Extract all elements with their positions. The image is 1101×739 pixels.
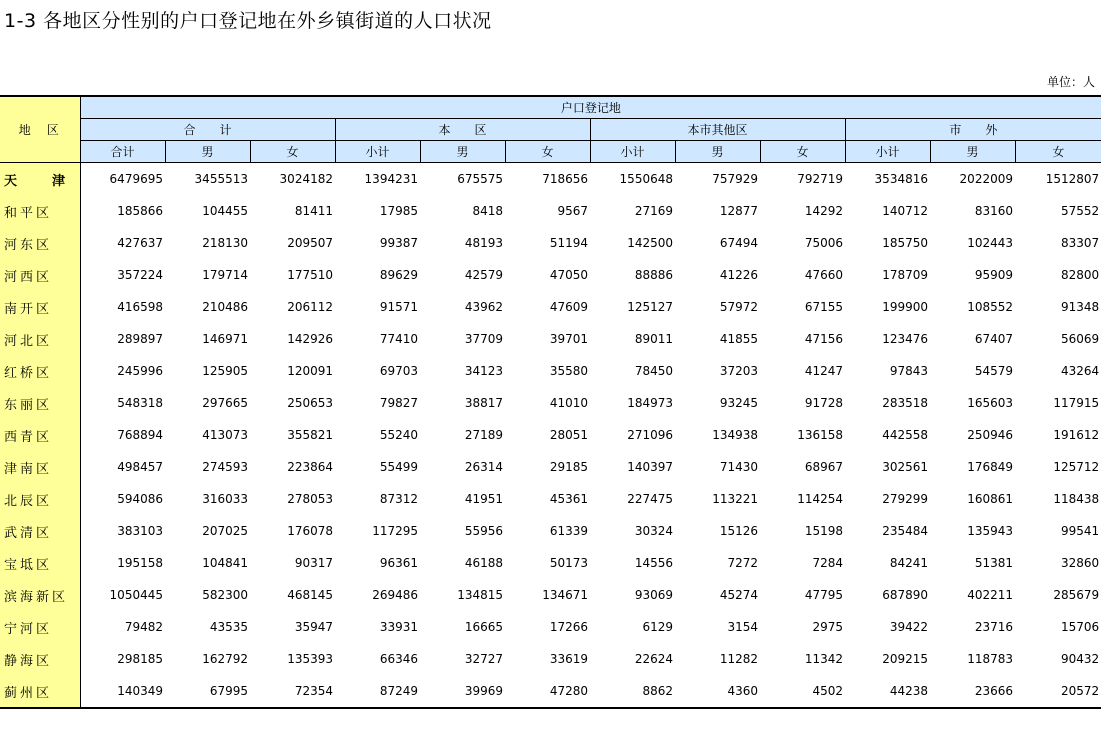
value-cell: 91728 xyxy=(804,396,843,410)
table-row xyxy=(0,291,1101,323)
value-cell: 39422 xyxy=(889,620,928,634)
value-cell: 79827 xyxy=(379,396,418,410)
value-cell: 93245 xyxy=(719,396,758,410)
table-row xyxy=(0,387,1101,419)
value-cell: 20572 xyxy=(1015,675,1101,708)
value-cell: 41010 xyxy=(549,396,588,410)
value-cell: 104841 xyxy=(202,556,248,570)
value-cell: 78450 xyxy=(634,364,673,378)
value-cell: 113221 xyxy=(712,492,758,506)
value-cell: 134938 xyxy=(712,428,758,442)
value-cell: 55240 xyxy=(379,428,418,442)
value-cell: 93069 xyxy=(634,588,673,602)
value-cell: 427637 xyxy=(117,236,163,250)
region-name: 河西区 xyxy=(0,259,80,291)
value-cell: 102443 xyxy=(967,236,1013,250)
region-name: 河东区 xyxy=(0,227,80,259)
value-cell: 594086 xyxy=(117,492,163,506)
value-cell: 302561 xyxy=(882,460,928,474)
value-cell: 142500 xyxy=(627,236,673,250)
subheader-cell: 女 xyxy=(1015,141,1101,163)
value-cell: 468145 xyxy=(287,588,333,602)
value-cell: 3534816 xyxy=(874,172,928,186)
value-cell: 41247 xyxy=(804,364,843,378)
value-cell: 223864 xyxy=(287,460,333,474)
value-cell: 1512807 xyxy=(1045,172,1100,186)
value-cell: 96361 xyxy=(379,556,418,570)
region-name: 河北区 xyxy=(0,323,80,355)
value-cell: 23666 xyxy=(930,675,1015,708)
value-cell: 91571 xyxy=(379,300,418,314)
value-cell: 442558 xyxy=(882,428,928,442)
value-cell: 33619 xyxy=(549,652,588,666)
value-cell: 90317 xyxy=(294,556,333,570)
value-cell: 71430 xyxy=(719,460,758,474)
value-cell: 210486 xyxy=(202,300,248,314)
region-name: 宁河区 xyxy=(0,611,80,643)
value-cell: 43535 xyxy=(209,620,248,634)
value-cell: 67494 xyxy=(719,236,758,250)
value-cell: 44238 xyxy=(845,675,930,708)
value-cell: 3154 xyxy=(727,620,758,634)
value-cell: 67155 xyxy=(804,300,843,314)
value-cell: 68967 xyxy=(804,460,843,474)
value-cell: 32727 xyxy=(464,652,503,666)
table-row xyxy=(0,195,1101,227)
unit-label: 单位：人 xyxy=(1046,75,1095,89)
value-cell: 687890 xyxy=(882,588,928,602)
value-cell: 184973 xyxy=(627,396,673,410)
value-cell: 37203 xyxy=(719,364,758,378)
value-cell: 4502 xyxy=(760,675,845,708)
subheader-cell: 男 xyxy=(420,141,505,163)
value-cell: 83160 xyxy=(974,204,1013,218)
value-cell: 89011 xyxy=(634,332,673,346)
region-name: 静海区 xyxy=(0,643,80,675)
value-cell: 42579 xyxy=(464,268,503,282)
value-cell: 675575 xyxy=(457,172,503,186)
value-cell: 61339 xyxy=(549,524,588,538)
value-cell: 87249 xyxy=(335,675,420,708)
value-cell: 79482 xyxy=(124,620,163,634)
value-cell: 46188 xyxy=(464,556,503,570)
table-row xyxy=(0,227,1101,259)
subheader-cell: 小计 xyxy=(845,141,930,163)
value-cell: 218130 xyxy=(202,236,248,250)
value-cell: 498457 xyxy=(117,460,163,474)
value-cell: 199900 xyxy=(882,300,928,314)
table-row xyxy=(0,451,1101,483)
value-cell: 84241 xyxy=(889,556,928,570)
value-cell: 207025 xyxy=(202,524,248,538)
value-cell: 185750 xyxy=(882,236,928,250)
value-cell: 55956 xyxy=(464,524,503,538)
value-cell: 3024182 xyxy=(279,172,333,186)
value-cell: 298185 xyxy=(117,652,163,666)
table-row xyxy=(0,259,1101,291)
value-cell: 402211 xyxy=(967,588,1013,602)
value-cell: 15126 xyxy=(719,524,758,538)
value-cell: 162792 xyxy=(202,652,248,666)
value-cell: 185866 xyxy=(117,204,163,218)
subheader-cell: 女 xyxy=(250,141,335,163)
value-cell: 140712 xyxy=(882,204,928,218)
value-cell: 125712 xyxy=(1053,460,1100,474)
table-row-total xyxy=(0,163,1101,196)
region-name: 蓟州区 xyxy=(0,675,80,708)
value-cell: 41226 xyxy=(719,268,758,282)
value-cell: 142926 xyxy=(287,332,333,346)
value-cell: 35947 xyxy=(294,620,333,634)
value-cell: 209507 xyxy=(287,236,333,250)
value-cell: 289897 xyxy=(117,332,163,346)
table-row xyxy=(0,547,1101,579)
subheader-cell: 男 xyxy=(930,141,1015,163)
value-cell: 16665 xyxy=(464,620,503,634)
value-cell: 45361 xyxy=(549,492,588,506)
value-cell: 81411 xyxy=(294,204,333,218)
value-cell: 48193 xyxy=(464,236,503,250)
region-name: 红桥区 xyxy=(0,355,80,387)
value-cell: 55499 xyxy=(379,460,418,474)
value-cell: 117295 xyxy=(372,524,418,538)
value-cell: 140397 xyxy=(627,460,673,474)
value-cell: 118438 xyxy=(1053,492,1100,506)
group-header-same-district: 本 区 xyxy=(335,119,590,141)
table-row xyxy=(0,675,1101,708)
value-cell: 757929 xyxy=(712,172,758,186)
value-cell: 278053 xyxy=(287,492,333,506)
registration-place-header: 户口登记地 xyxy=(80,96,1101,119)
value-cell: 108552 xyxy=(967,300,1013,314)
value-cell: 274593 xyxy=(202,460,248,474)
value-cell: 355821 xyxy=(287,428,333,442)
value-cell: 125905 xyxy=(202,364,248,378)
group-header-outside-city: 市 外 xyxy=(845,119,1101,141)
value-cell: 718656 xyxy=(542,172,588,186)
region-name: 宝坻区 xyxy=(0,547,80,579)
value-cell: 206112 xyxy=(287,300,333,314)
value-cell: 17985 xyxy=(379,204,418,218)
value-cell: 22624 xyxy=(634,652,673,666)
subheader-cell: 男 xyxy=(675,141,760,163)
value-cell: 416598 xyxy=(117,300,163,314)
region-name: 西青区 xyxy=(0,419,80,451)
value-cell: 1394231 xyxy=(364,172,418,186)
value-cell: 77410 xyxy=(379,332,418,346)
group-header-total: 合 计 xyxy=(80,119,335,141)
table-row xyxy=(0,355,1101,387)
value-cell: 160861 xyxy=(967,492,1013,506)
value-cell: 12877 xyxy=(719,204,758,218)
value-cell: 75006 xyxy=(804,236,843,250)
value-cell: 117915 xyxy=(1053,396,1100,410)
value-cell: 26314 xyxy=(464,460,503,474)
value-cell: 54579 xyxy=(974,364,1013,378)
value-cell: 8418 xyxy=(472,204,503,218)
value-cell: 792719 xyxy=(797,172,843,186)
value-cell: 123476 xyxy=(882,332,928,346)
value-cell: 39969 xyxy=(420,675,505,708)
value-cell: 15198 xyxy=(804,524,843,538)
value-cell: 7272 xyxy=(727,556,758,570)
value-cell: 1550648 xyxy=(619,172,673,186)
value-cell: 66346 xyxy=(379,652,418,666)
value-cell: 99387 xyxy=(379,236,418,250)
region-name: 津南区 xyxy=(0,451,80,483)
value-cell: 6129 xyxy=(642,620,673,634)
value-cell: 146971 xyxy=(202,332,248,346)
value-cell: 250653 xyxy=(287,396,333,410)
value-cell: 383103 xyxy=(117,524,163,538)
value-cell: 67995 xyxy=(165,675,250,708)
value-cell: 23716 xyxy=(974,620,1013,634)
table-row xyxy=(0,611,1101,643)
value-cell: 47609 xyxy=(549,300,588,314)
value-cell: 89629 xyxy=(379,268,418,282)
value-cell: 209215 xyxy=(882,652,928,666)
value-cell: 87312 xyxy=(379,492,418,506)
value-cell: 134671 xyxy=(542,588,588,602)
value-cell: 57972 xyxy=(719,300,758,314)
value-cell: 177510 xyxy=(287,268,333,282)
value-cell: 82800 xyxy=(1060,268,1100,282)
value-cell: 4360 xyxy=(675,675,760,708)
value-cell: 7284 xyxy=(812,556,843,570)
subheader-cell: 小计 xyxy=(590,141,675,163)
value-cell: 118783 xyxy=(967,652,1013,666)
region-name: 滨海新区 xyxy=(0,579,80,611)
region-name: 武清区 xyxy=(0,515,80,547)
value-cell: 178709 xyxy=(882,268,928,282)
value-cell: 316033 xyxy=(202,492,248,506)
value-cell: 11282 xyxy=(719,652,758,666)
value-cell: 45274 xyxy=(719,588,758,602)
value-cell: 83307 xyxy=(1060,236,1100,250)
region-name: 和平区 xyxy=(0,195,80,227)
value-cell: 250946 xyxy=(967,428,1013,442)
value-cell: 1050445 xyxy=(109,588,163,602)
value-cell: 271096 xyxy=(627,428,673,442)
value-cell: 43264 xyxy=(1060,364,1100,378)
value-cell: 114254 xyxy=(797,492,843,506)
value-cell: 39701 xyxy=(549,332,588,346)
value-cell: 165603 xyxy=(967,396,1013,410)
value-cell: 47050 xyxy=(549,268,588,282)
value-cell: 120091 xyxy=(287,364,333,378)
subheader-cell: 小计 xyxy=(335,141,420,163)
value-cell: 548318 xyxy=(117,396,163,410)
value-cell: 32860 xyxy=(1060,556,1100,570)
value-cell: 285679 xyxy=(1053,588,1100,602)
value-cell: 9567 xyxy=(557,204,588,218)
value-cell: 413073 xyxy=(202,428,248,442)
value-cell: 37709 xyxy=(464,332,503,346)
value-cell: 35580 xyxy=(549,364,588,378)
value-cell: 90432 xyxy=(1060,652,1100,666)
value-cell: 179714 xyxy=(202,268,248,282)
value-cell: 279299 xyxy=(882,492,928,506)
value-cell: 11342 xyxy=(804,652,843,666)
value-cell: 134815 xyxy=(457,588,503,602)
value-cell: 38817 xyxy=(464,396,503,410)
population-table xyxy=(0,95,1101,709)
value-cell: 176849 xyxy=(967,460,1013,474)
value-cell: 51381 xyxy=(974,556,1013,570)
value-cell: 2975 xyxy=(812,620,843,634)
region-name: 天 津 xyxy=(0,163,80,196)
value-cell: 104455 xyxy=(202,204,248,218)
subheader-cell: 男 xyxy=(165,141,250,163)
value-cell: 6479695 xyxy=(109,172,163,186)
value-cell: 14292 xyxy=(804,204,843,218)
value-cell: 69703 xyxy=(379,364,418,378)
group-header-other-district: 本市其他区 xyxy=(590,119,845,141)
value-cell: 47280 xyxy=(505,675,590,708)
region-name: 东丽区 xyxy=(0,387,80,419)
region-column-header: 地 区 xyxy=(0,96,80,163)
value-cell: 47660 xyxy=(804,268,843,282)
value-cell: 176078 xyxy=(287,524,333,538)
value-cell: 582300 xyxy=(202,588,248,602)
value-cell: 67407 xyxy=(974,332,1013,346)
value-cell: 235484 xyxy=(882,524,928,538)
region-name: 北辰区 xyxy=(0,483,80,515)
value-cell: 95909 xyxy=(974,268,1013,282)
value-cell: 30324 xyxy=(634,524,673,538)
value-cell: 99541 xyxy=(1060,524,1100,538)
value-cell: 357224 xyxy=(117,268,163,282)
value-cell: 28051 xyxy=(549,428,588,442)
value-cell: 125127 xyxy=(627,300,673,314)
table-row xyxy=(0,515,1101,547)
value-cell: 43962 xyxy=(464,300,503,314)
value-cell: 768894 xyxy=(117,428,163,442)
value-cell: 3455513 xyxy=(194,172,248,186)
value-cell: 8862 xyxy=(590,675,675,708)
value-cell: 17266 xyxy=(549,620,588,634)
value-cell: 34123 xyxy=(464,364,503,378)
subheader-cell: 合计 xyxy=(80,141,165,163)
value-cell: 27189 xyxy=(464,428,503,442)
value-cell: 27169 xyxy=(634,204,673,218)
value-cell: 97843 xyxy=(889,364,928,378)
value-cell: 88886 xyxy=(634,268,673,282)
subheader-cell: 女 xyxy=(760,141,845,163)
table-row xyxy=(0,323,1101,355)
value-cell: 33931 xyxy=(379,620,418,634)
value-cell: 41951 xyxy=(464,492,503,506)
value-cell: 283518 xyxy=(882,396,928,410)
value-cell: 56069 xyxy=(1060,332,1100,346)
value-cell: 191612 xyxy=(1053,428,1100,442)
value-cell: 50173 xyxy=(549,556,588,570)
value-cell: 57552 xyxy=(1060,204,1100,218)
value-cell: 47795 xyxy=(804,588,843,602)
value-cell: 195158 xyxy=(117,556,163,570)
value-cell: 135943 xyxy=(967,524,1013,538)
value-cell: 245996 xyxy=(117,364,163,378)
value-cell: 91348 xyxy=(1060,300,1100,314)
table-row xyxy=(0,483,1101,515)
table-row xyxy=(0,419,1101,451)
value-cell: 72354 xyxy=(250,675,335,708)
value-cell: 15706 xyxy=(1060,620,1100,634)
value-cell: 227475 xyxy=(627,492,673,506)
value-cell: 41855 xyxy=(719,332,758,346)
table-row xyxy=(0,643,1101,675)
value-cell: 51194 xyxy=(549,236,588,250)
value-cell: 29185 xyxy=(549,460,588,474)
value-cell: 140349 xyxy=(80,675,165,708)
region-name: 南开区 xyxy=(0,291,80,323)
value-cell: 136158 xyxy=(797,428,843,442)
subheader-cell: 女 xyxy=(505,141,590,163)
value-cell: 2022009 xyxy=(959,172,1013,186)
table-row xyxy=(0,579,1101,611)
value-cell: 14556 xyxy=(634,556,673,570)
value-cell: 297665 xyxy=(202,396,248,410)
page-title: 1-3 各地区分性别的户口登记地在外乡镇街道的人口状况 xyxy=(4,10,492,32)
value-cell: 47156 xyxy=(804,332,843,346)
value-cell: 269486 xyxy=(372,588,418,602)
value-cell: 135393 xyxy=(287,652,333,666)
